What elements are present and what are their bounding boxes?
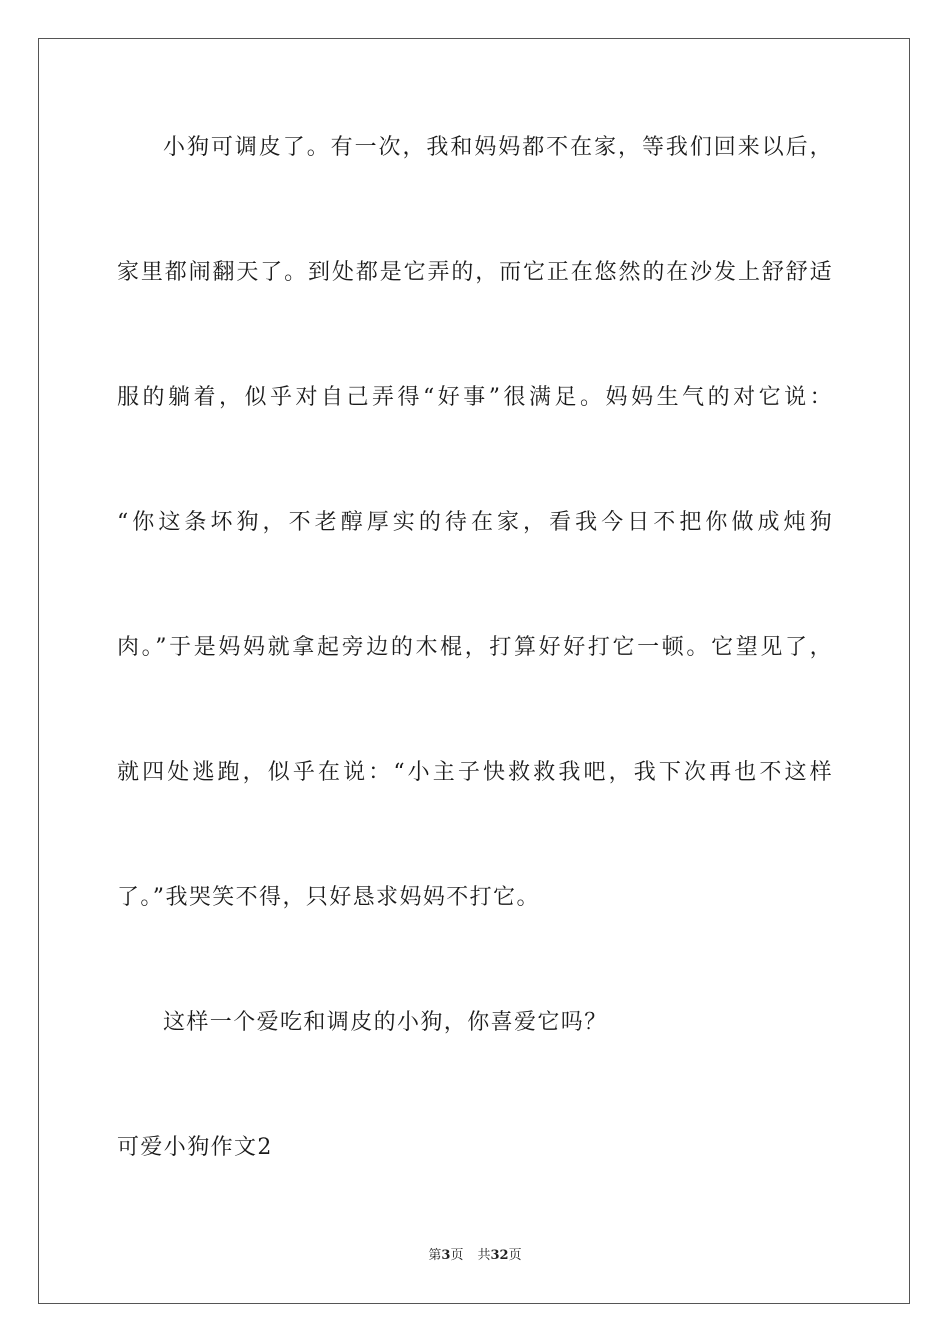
footer-total-suffix: 页 bbox=[508, 1248, 522, 1263]
footer-total-pages: 32 bbox=[490, 1248, 509, 1263]
page-border bbox=[38, 38, 910, 1304]
section-heading: 可爱小狗作文2 bbox=[117, 1135, 273, 1160]
footer-page-number: 3 bbox=[441, 1248, 451, 1263]
paragraph-line: 服的躺着，似乎对自己弄得“好事”很满足。妈妈生气的对它说： bbox=[117, 385, 833, 410]
paragraph-line: 肉。”于是妈妈就拿起旁边的木棍，打算好好打它一顿。它望见了， bbox=[117, 635, 833, 660]
page-footer bbox=[0, 1247, 950, 1265]
paragraph-line: 小狗可调皮了。有一次，我和妈妈都不在家，等我们回来以后， bbox=[163, 135, 833, 160]
paragraph-line: 了。”我哭笑不得，只好恳求妈妈不打它。 bbox=[117, 885, 540, 910]
paragraph-line: 这样一个爱吃和调皮的小狗，你喜爱它吗？ bbox=[163, 1010, 608, 1035]
footer-page-prefix: 第 bbox=[428, 1248, 442, 1263]
footer-total-prefix: 共 bbox=[477, 1248, 491, 1263]
paragraph-line: “你这条坏狗，不老醇厚实的待在家，看我今日不把你做成炖狗 bbox=[117, 510, 833, 535]
footer-page-suffix: 页 bbox=[450, 1248, 464, 1263]
paragraph-line: 家里都闹翻天了。到处都是它弄的，而它正在悠然的在沙发上舒舒适 bbox=[117, 260, 833, 285]
paragraph-line: 就四处逃跑，似乎在说：“小主子快救救我吧，我下次再也不这样 bbox=[117, 760, 833, 785]
